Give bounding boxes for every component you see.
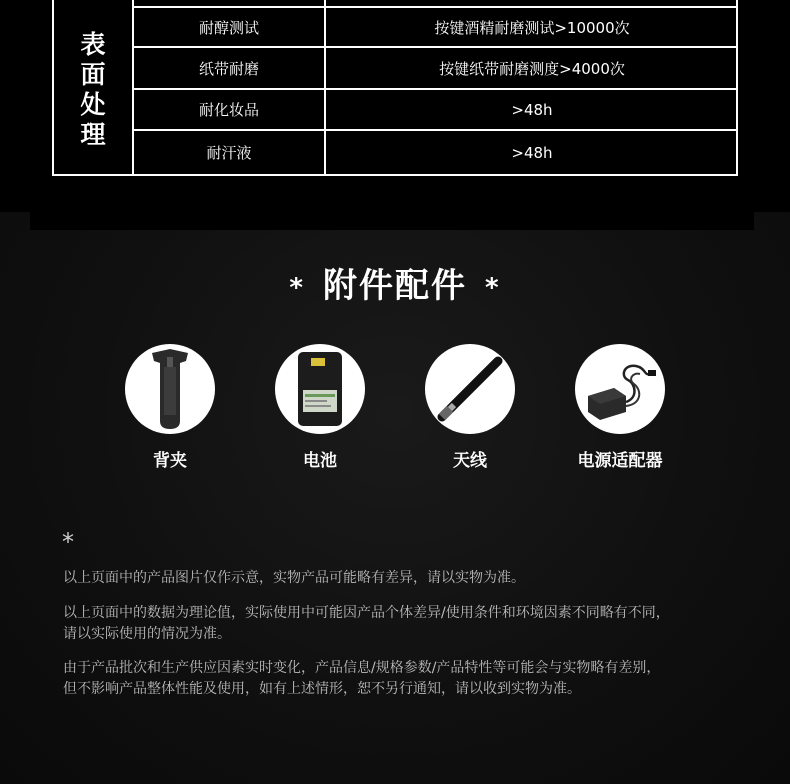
table-cell-value: 按键纸带耐磨测度>4000次 (439, 59, 625, 78)
disclaimer-note: 由于产品批次和生产供应因素实时变化，产品信息/规格参数/产品特性等可能会与实物略有差别， (63, 660, 661, 676)
table-cell-value: 按键酒精耐磨测试>10000次 (434, 18, 630, 37)
accessory-image-circle (275, 344, 365, 434)
side-label-char: 面 (80, 60, 106, 89)
battery-icon (295, 350, 345, 428)
side-label-char: 表 (80, 30, 106, 59)
antenna-icon (430, 349, 510, 429)
power-adapter-icon (580, 354, 660, 424)
disclaimer-note: 以上页面中的产品图片仅作示意，实物产品可能略有差异，请以实物为准。 (63, 570, 525, 586)
accessories-title (0, 258, 790, 307)
table-cell-name: 耐汗液 (206, 144, 252, 162)
table-cell-name: 耐化妆品 (198, 101, 259, 119)
table-cell-value: >48h (511, 143, 553, 162)
table-cell-value: >48h (511, 100, 553, 119)
table-side-label (54, 8, 132, 172)
side-label-char: 处 (80, 90, 106, 119)
surface-treatment-table (52, 0, 738, 176)
accessory-label: 电源适配器 (577, 451, 663, 471)
notes-star: * (62, 528, 74, 556)
title-star: * (485, 272, 501, 303)
disclaimer-note: 请以实际使用的情况为准。 (63, 626, 231, 642)
accessory-image-circle (125, 344, 215, 434)
accessory-image-circle (575, 344, 665, 434)
accessory-belt-clip (110, 344, 230, 471)
accessory-label: 天线 (453, 451, 487, 471)
side-label-char: 理 (80, 120, 106, 149)
title-star: * (289, 272, 305, 303)
disclaimer-note: 但不影响产品整体性能及使用，如有上述情形，恕不另行通知，请以收到实物为准。 (63, 681, 581, 697)
table-cell-name: 耐醇测试 (198, 18, 259, 37)
disclaimer-note: 以上页面中的数据为理论值，实际使用中可能因产品个体差异/使用条件和环境因素不同略有不同， (63, 605, 670, 621)
accessory-power-adapter (560, 344, 680, 471)
accessory-battery (260, 344, 380, 471)
accessory-label: 电池 (303, 451, 337, 471)
accessories-title-text: 附件配件 (323, 266, 467, 306)
accessory-antenna (410, 344, 530, 471)
accessory-image-circle (425, 344, 515, 434)
belt-clip-icon (140, 347, 200, 431)
table-cell-name: 纸带耐磨 (198, 59, 259, 78)
accessory-label: 背夹 (153, 451, 187, 471)
